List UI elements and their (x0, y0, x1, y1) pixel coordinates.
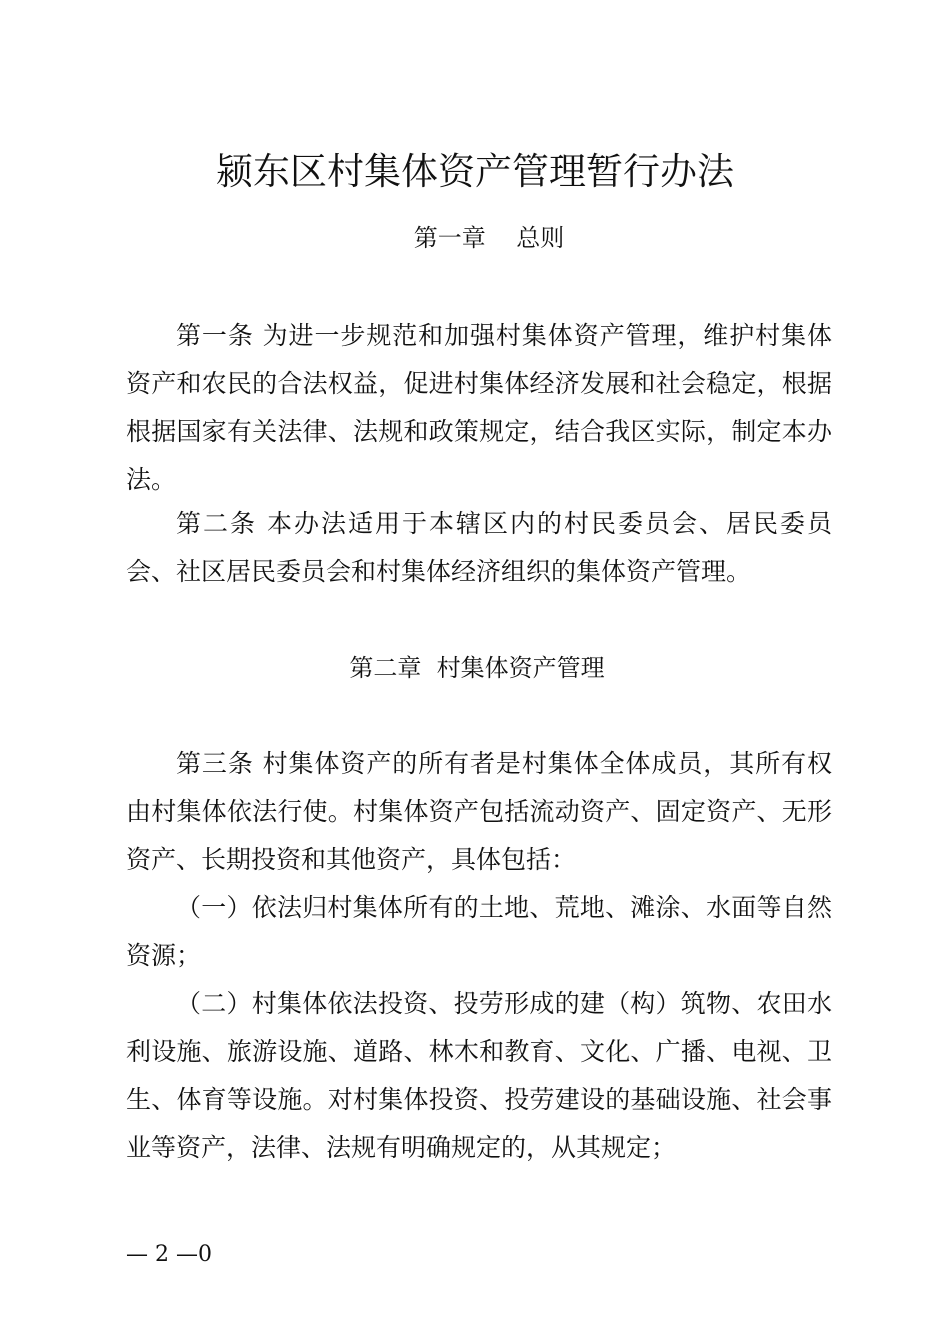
article-2: 第二条 本办法适用于本辖区内的村民委员会、居民委员会、社区居民委员会和村集体经济组织的集体资产管理。 (126, 509, 832, 586)
article-3-item-2: （二）村集体依法投资、投劳形成的建（构）筑物、农田水利设施、旅游设施、道路、林木和教育、文化、广播、电视、卫生、体育等设施。对村集体投资、投劳建设的基础设施、社会事业等资产，法律、法规有明确规定的，从其规定； (126, 989, 832, 1162)
article-1-block (126, 312, 832, 504)
document-title: 颍东区村集体资产管理暂行办法 (216, 150, 734, 193)
article-3-item-1: （一）依法归村集体所有的土地、荒地、滩涂、水面等自然资源； (126, 893, 832, 970)
article-3: 第三条 村集体资产的所有者是村集体全体成员，其所有权由村集体依法行使。村集体资产包括流动资产、固定资产、无形资产、长期投资和其他资产，具体包括： (126, 749, 832, 874)
article-2-block (126, 500, 832, 596)
chapter-2-heading: 第二章 村集体资产管理 (349, 654, 605, 682)
article-3-block (126, 740, 832, 1172)
page-number: — 2 —0 (126, 1242, 212, 1267)
article-1: 第一条 为进一步规范和加强村集体资产管理，维护村集体资产和农民的合法权益，促进村集体经济发展和社会稳定，根据根据国家有关法律、法规和政策规定，结合我区实际，制定本办法。 (126, 321, 832, 494)
chapter-1-heading: 第一章 总则 (413, 224, 565, 252)
